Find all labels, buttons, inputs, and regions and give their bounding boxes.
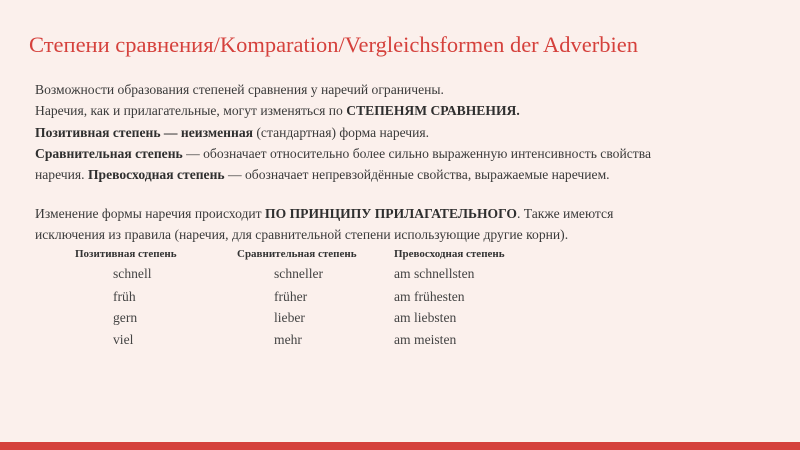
table-cell: schnell: [113, 266, 152, 281]
table-header-superlative: Превосходная степень: [394, 248, 505, 260]
text-line-3: Позитивная степень — неизменная (стандартная) форма наречия.: [35, 125, 430, 140]
table-cell: mehr: [274, 332, 302, 347]
table-header-comparative: Сравнительная степень: [237, 248, 357, 260]
text-line-6: Изменение формы наречия происходит ПО ПРИНЦИПУ ПРИЛАГАТЕЛЬНОГО. Также имеются: [35, 206, 614, 221]
slide-title: Степени сравнения/Komparation/Vergleichsformen der Adverbien: [29, 32, 639, 57]
text-line-1: Возможности образования степеней сравнения у наречий ограничены.: [35, 82, 444, 97]
table-cell: schneller: [274, 266, 324, 281]
table-cell: am schnellsten: [394, 266, 475, 281]
table-cell: am meisten: [394, 332, 457, 347]
text-line-7: исключения из правила (наречия, для сравнительной степени использующие другие корни).: [35, 227, 569, 242]
table-cell: viel: [113, 332, 134, 347]
text-line-4: Сравнительная степень — обозначает относительно более сильно выраженную интенсивность свойства: [35, 146, 651, 161]
table-cell: gern: [113, 310, 138, 325]
table-cell: früher: [274, 289, 308, 304]
table-cell: lieber: [274, 310, 305, 325]
table-cell: früh: [113, 289, 136, 304]
table-header-positive: Позитивная степень: [75, 248, 177, 260]
text-line-5: наречия. Превосходная степень — обозначает непревзойдённые свойства, выражаемые наречием.: [35, 167, 610, 182]
text-line-2: Наречия, как и прилагательные, могут изменяться по СТЕПЕНЯМ СРАВНЕНИЯ.: [35, 103, 520, 118]
bottom-accent-bar: [0, 442, 800, 450]
table-cell: am liebsten: [394, 310, 457, 325]
table-cell: am frühesten: [394, 289, 465, 304]
